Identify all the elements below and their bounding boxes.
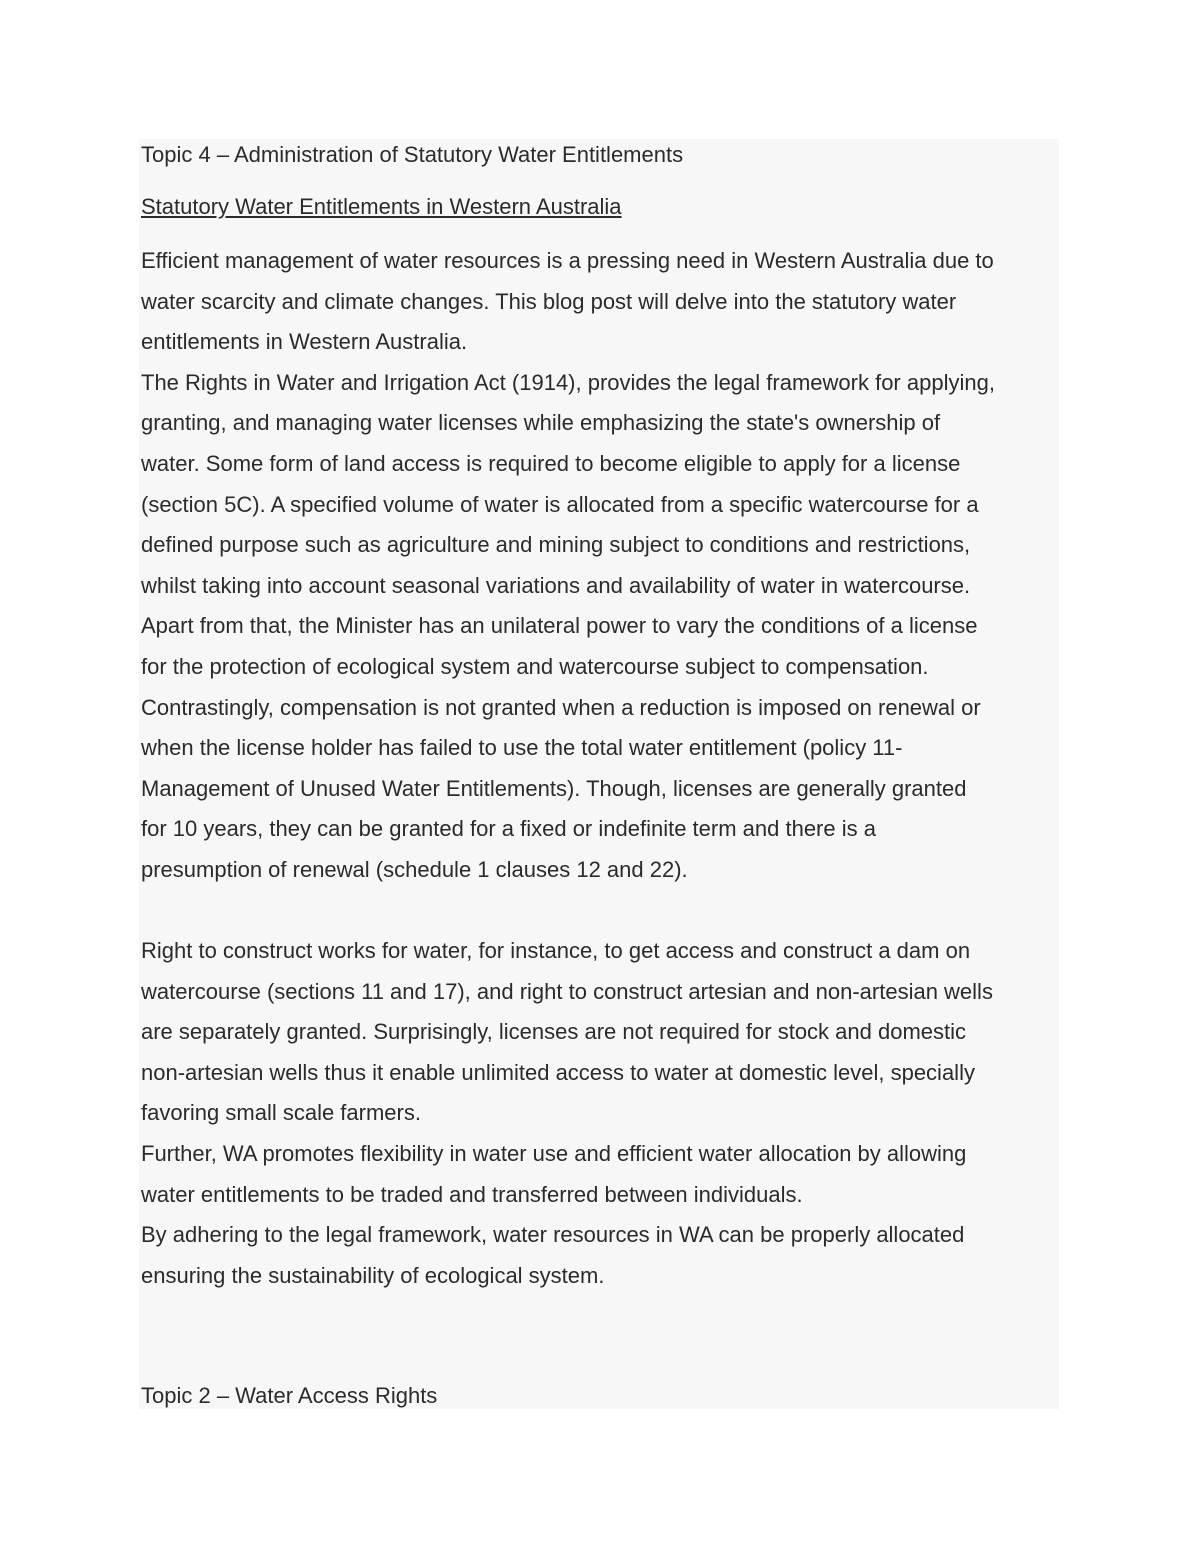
paragraph-legal-framework bbox=[141, 363, 1057, 891]
paragraph-line: water entitlements to be traded and transferred between individuals. bbox=[141, 1181, 803, 1207]
paragraph-works-rights bbox=[141, 931, 1057, 1134]
paragraph-line: By adhering to the legal framework, water resources in WA can be properly allocated bbox=[141, 1222, 965, 1248]
paragraph-line: favoring small scale farmers. bbox=[141, 1100, 421, 1126]
paragraph-line: watercourse (sections 11 and 17), and right to construct artesian and non-artesian wells bbox=[141, 978, 993, 1004]
paragraph-trading bbox=[141, 1134, 1057, 1215]
paragraph-line: Efficient management of water resources is a pressing need in Western Australia due to bbox=[141, 248, 994, 273]
paragraph-line: water scarcity and climate changes. This blog post will delve into the statutory water bbox=[141, 288, 957, 314]
paragraph-line: ensuring the sustainability of ecological system. bbox=[141, 1262, 605, 1288]
paragraph-line: presumption of renewal (schedule 1 clauses 12 and 22). bbox=[141, 856, 688, 882]
paragraph-line: Contrastingly, compensation is not granted when a reduction is imposed on renewal or bbox=[141, 694, 981, 720]
paragraph-line: water. Some form of land access is required to become eligible to apply for a license bbox=[141, 450, 961, 476]
paragraph-line: The Rights in Water and Irrigation Act (1914), provides the legal framework for applying, bbox=[141, 369, 995, 395]
paragraph-line: Further, WA promotes flexibility in water use and efficient water allocation by allowing bbox=[141, 1141, 967, 1167]
paragraph-line: entitlements in Western Australia. bbox=[141, 329, 468, 355]
paragraph-line: Management of Unused Water Entitlements). Though, licenses are generally granted bbox=[141, 775, 967, 801]
page-title: Topic 4 – Administration of Statutory Water Entitlements bbox=[141, 142, 684, 167]
paragraph-line: are separately granted. Surprisingly, licenses are not required for stock and domestic bbox=[141, 1019, 967, 1045]
document-text-block bbox=[139, 139, 1059, 1409]
paragraph-line: granting, and managing water licenses while emphasizing the state's ownership of bbox=[141, 410, 941, 436]
paragraph-line: whilst taking into account seasonal variations and availability of water in watercourse. bbox=[141, 572, 971, 598]
paragraph-line: when the license holder has failed to use the total water entitlement (policy 11- bbox=[141, 735, 903, 761]
next-topic-heading: Topic 2 – Water Access Rights bbox=[141, 1383, 438, 1408]
paragraph-line: Right to construct works for water, for instance, to get access and construct a dam on bbox=[141, 938, 971, 964]
paragraph-intro bbox=[141, 241, 1057, 363]
paragraph-line: defined purpose such as agriculture and mining subject to conditions and restrictions, bbox=[141, 532, 971, 558]
section-subheading: Statutory Water Entitlements in Western Australia bbox=[141, 194, 622, 219]
paragraph-line: (section 5C). A specified volume of water is allocated from a specific watercourse for a bbox=[141, 491, 979, 517]
paragraph-line: for the protection of ecological system and watercourse subject to compensation. bbox=[141, 653, 929, 679]
paragraph-line: for 10 years, they can be granted for a fixed or indefinite term and there is a bbox=[141, 816, 876, 842]
paragraph-conclusion bbox=[141, 1215, 1057, 1296]
paragraph-line: non-artesian wells thus it enable unlimited access to water at domestic level, specially bbox=[141, 1059, 975, 1085]
paragraph-spacer bbox=[141, 891, 1057, 932]
paragraph-line: Apart from that, the Minister has an unilateral power to vary the conditions of a license bbox=[141, 613, 978, 639]
